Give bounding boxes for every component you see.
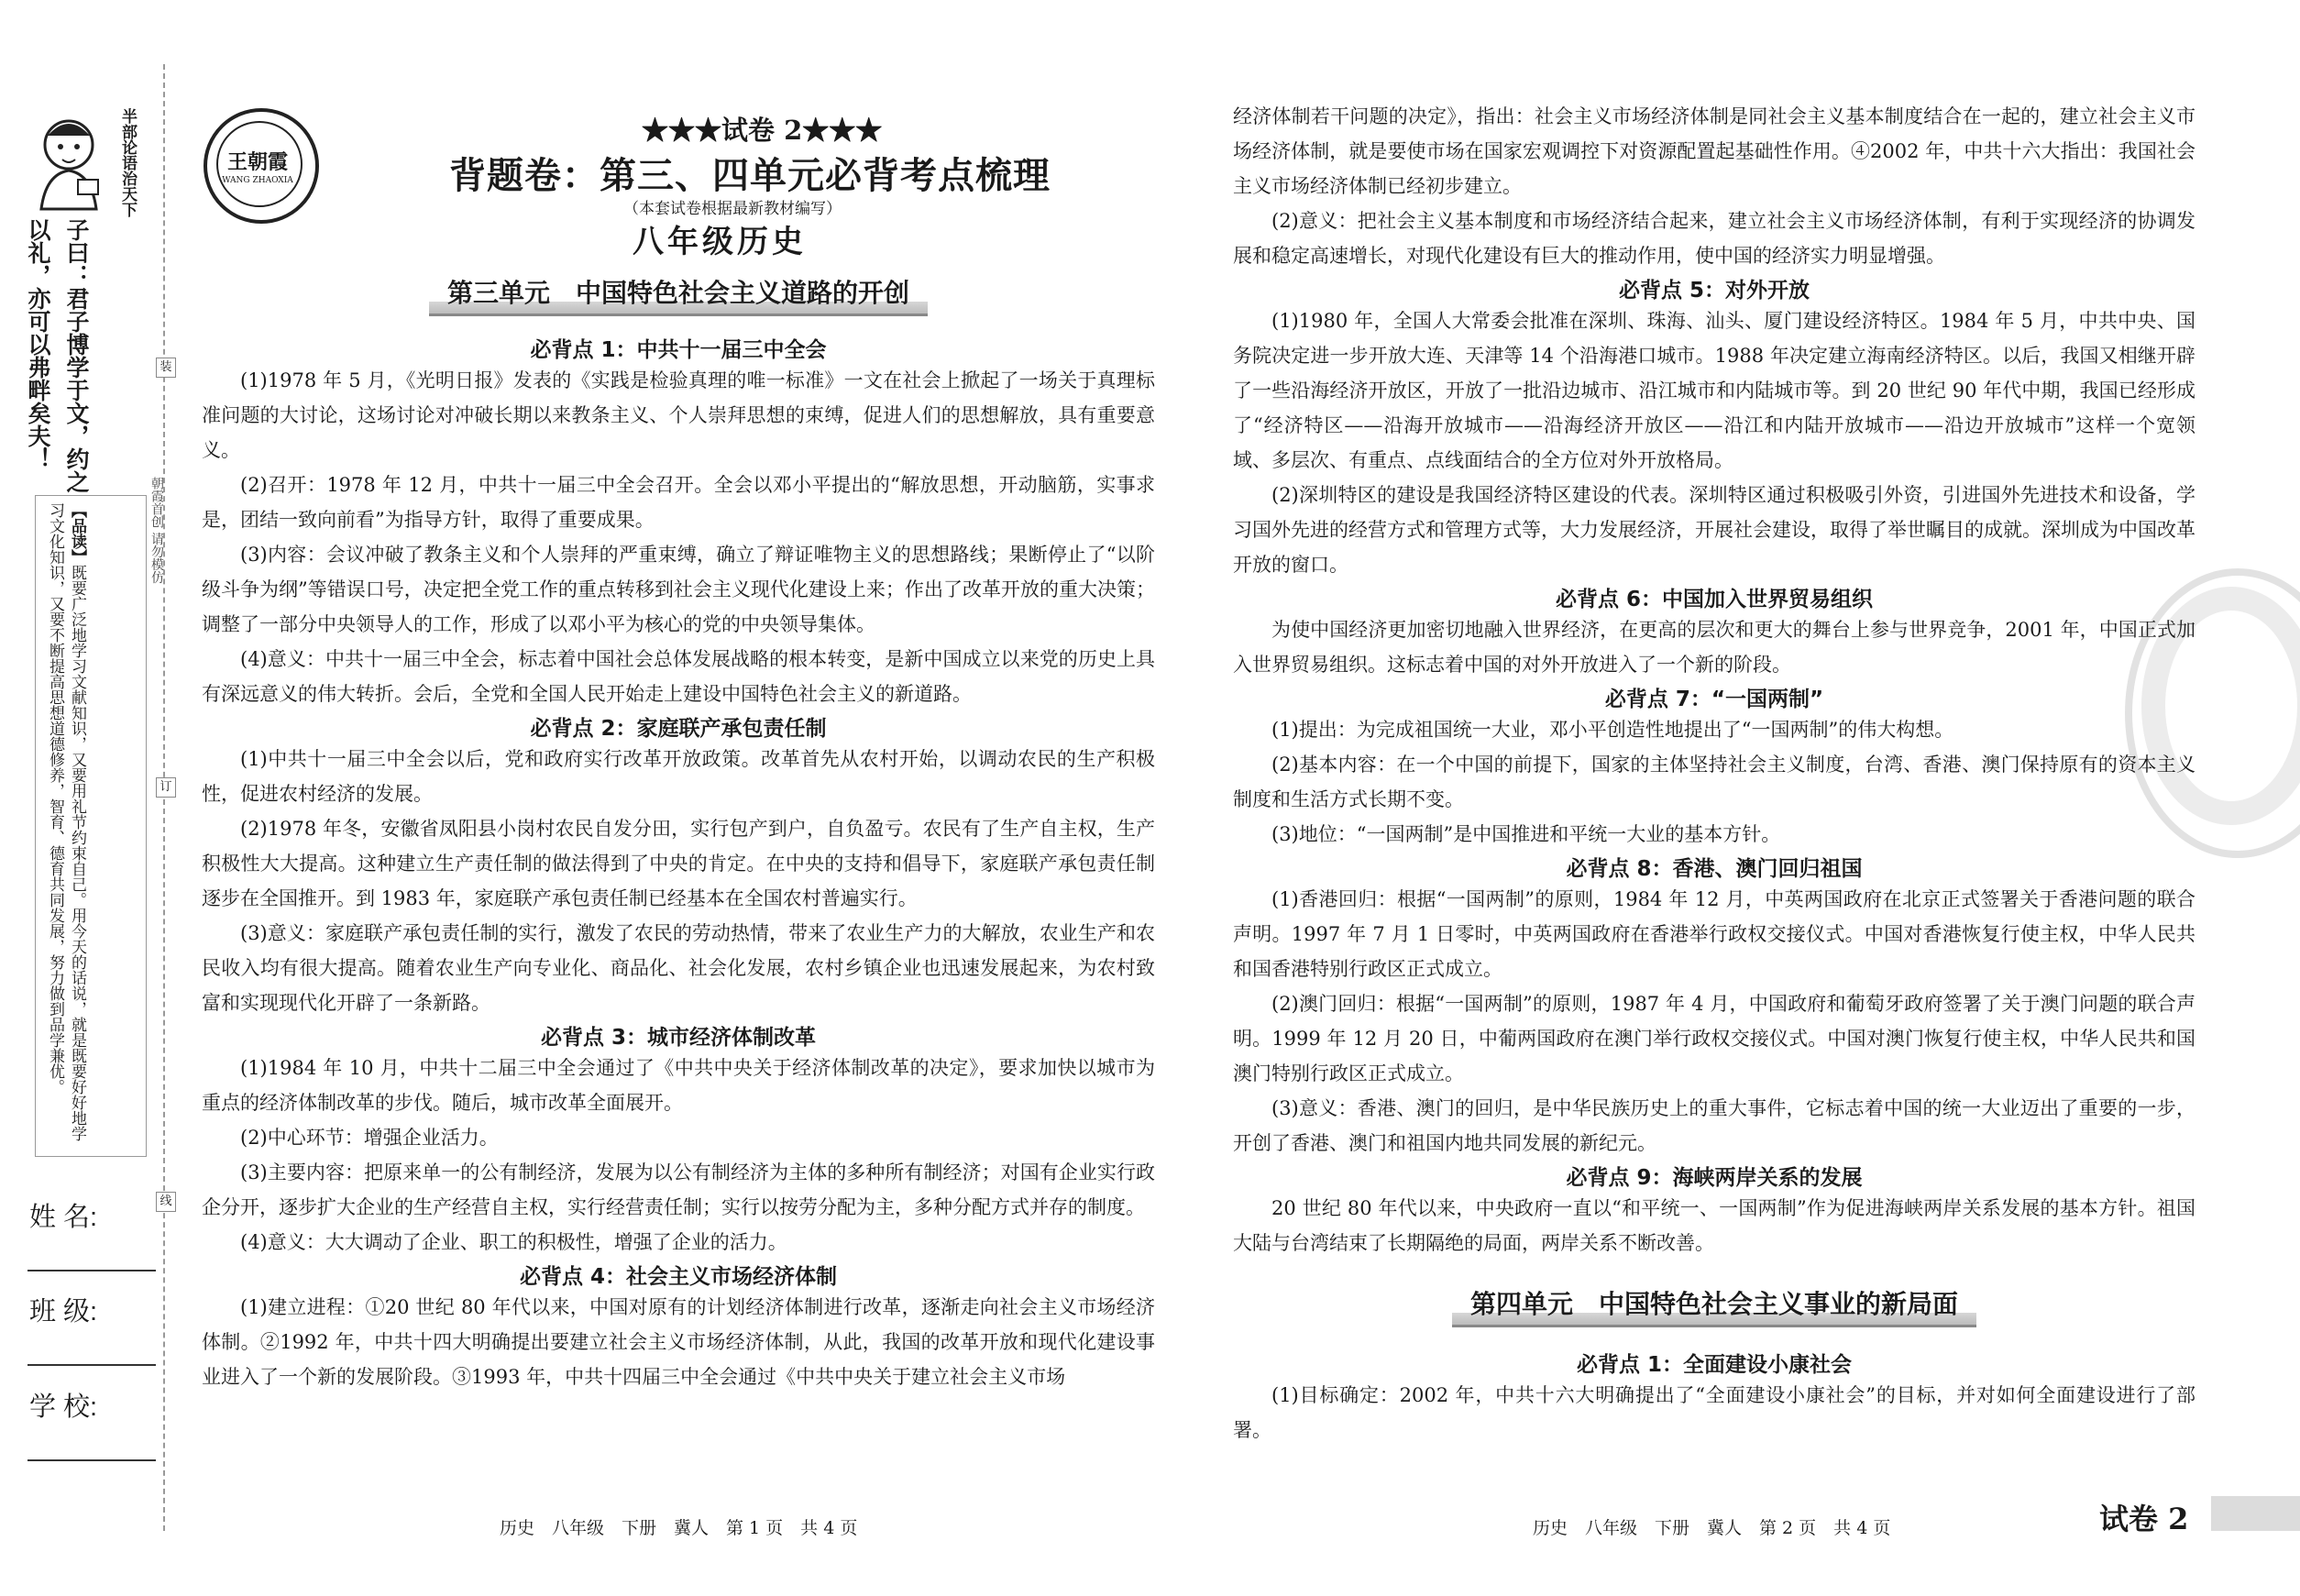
- section-title: 必背点 1：全面建设小康社会: [1576, 1353, 1852, 1377]
- section-title: 必背点 3：城市经济体制改革: [540, 1026, 816, 1050]
- name-field[interactable]: [28, 1270, 156, 1271]
- paragraph: (2)中心环节：增强企业活力。: [240, 1127, 499, 1149]
- section-title: 必背点 5：对外开放: [1618, 279, 1810, 303]
- paragraph: 为使中国经济更加密切地融入世界经济，在更高的层次和更大的舞台上参与世界竞争，2001 年，中国正式加入世界贸易组织。这标志着中国的对外开放进入了一个新的阶段。: [1233, 619, 2195, 676]
- section-title: 必背点 6：中国加入世界贸易组织: [1555, 588, 1873, 611]
- paragraph: (1)香港回归：根据“一国两制”的原则，1984 年 12 月，中英两国政府在北京正式签署关于香港问题的联合声明。1997 年 7 月 1 日零时，中英两国政府在香港举行政权交接仪式。中国对香港恢复行使主权，中华人民共和国香港特别行政区正式成立。: [1233, 888, 2195, 980]
- binding-mark: 装: [156, 358, 176, 378]
- school-field[interactable]: [28, 1459, 156, 1461]
- page-2-body: [1233, 99, 2195, 1447]
- paragraph: (1)1978 年 5 月，《光明日报》发表的《实践是检验真理的唯一标准》一文在社会上掀起了一场关于真理标准问题的大讨论，这场讨论对冲破长期以来教条主义、个人崇拜思想的束缚，促进人们的思想解放，具有重要意义。: [202, 369, 1155, 461]
- brand-logo-subtext: WANG ZHAOXIA: [222, 176, 293, 185]
- paragraph: (1)建立进程：①20 世纪 80 年代以来，中国对原有的计划经济体制进行改革，逐渐走向社会主义市场经济体制。②1992 年，中共十四大明确提出要建立社会主义市场经济体制，从此，我国的改革开放和现代化建设事业进入了一个新的发展阶段。③1993 年，中共十四届三中全会通过《中共中央关于建立社会主义市场: [202, 1296, 1155, 1388]
- section-title: 必背点 7：“一国两制”: [1604, 688, 1824, 711]
- paragraph: (2)召开：1978 年 12 月，中共十一届三中全会召开。全会以邓小平提出的“解放思想，开动脑筋，实事求是，团结一致向前看”为指导方针，取得了重要成果。: [202, 474, 1155, 531]
- paragraph: (2)基本内容：在一个中国的前提下，国家的主体坚持社会主义制度，台湾、香港、澳门保持原有的资本主义制度和生活方式长期不变。: [1233, 754, 2195, 810]
- paragraph: 经济体制若干问题的决定》，指出：社会主义市场经济体制是同社会主义基本制度结合在一起的，建立社会主义市场经济体制，就是要使市场在国家宏观调控下对资源配置起基础性作用。④2002 年，中共十六大指出：我国社会主义市场经济体制已经初步建立。: [1233, 105, 2195, 197]
- paragraph: (4)意义：大大调动了企业、职工的积极性，增强了企业的活力。: [240, 1231, 787, 1253]
- page-title: 背题卷：第三、四单元必背考点梳理: [449, 155, 1051, 197]
- paragraph: (2)深圳特区的建设是我国经济特区建设的代表。深圳特区通过积极吸引外资，引进国外先进技术和设备，学习国外先进的经营方式和管理方式等，大力发展经济，开展社会建设，取得了举世瞩目的成就。深圳成为中国改革开放的窗口。: [1233, 484, 2195, 576]
- cut-line: [163, 64, 165, 1531]
- class-label: 班 级:: [29, 1297, 98, 1326]
- section-title: 必背点 4：社会主义市场经济体制: [519, 1265, 837, 1289]
- confucius-illustration: [28, 110, 110, 211]
- page-1-body: [202, 273, 1155, 1394]
- paragraph: (2)意义：把社会主义基本制度和市场经济结合起来，建立社会主义市场经济体制，有利于实现经济的协调发展和稳定高速增长，对现代化建设有巨大的推动作用，使中国的经济实力明显增强。: [1233, 210, 2195, 267]
- binding-strip: [0, 0, 174, 1596]
- reading-label: 【品读】: [68, 502, 86, 565]
- confucius-quote: 子曰：君子博学于文，约之以礼，亦可以弗畔矣夫！: [25, 218, 90, 493]
- section-title: 必背点 2：家庭联产承包责任制: [530, 717, 827, 741]
- paragraph: (4)意义：中共十一届三中全会，标志着中国社会总体发展战略的根本转变，是新中国成立以来党的历史上具有深远意义的伟大转折。会后，全党和全国人民开始走上建设中国特色社会主义的新道路。: [202, 648, 1155, 705]
- copyright-note: 朝霞首创 请勿模仿: [149, 477, 164, 584]
- reading-body: 既要广泛地学习文献知识，又要用礼节约束自己。用今天的话说，就是既要好好地学习文化知识，又要不断提高思想道德修养，智育、德育共同发展，努力做到品学兼优。: [46, 502, 86, 1141]
- reading-text: [44, 502, 88, 1144]
- brand-logo-text: 王朝霞: [226, 150, 288, 174]
- unit-4-heading: 第四单元 中国特色社会主义事业的新局面: [1452, 1284, 1976, 1327]
- binding-mark: 订: [156, 777, 176, 798]
- paragraph: 20 世纪 80 年代以来，中央政府一直以“和平统一、一国两制”作为促进海峡两岸关系发展的基本方针。祖国大陆与台湾结束了长期隔绝的局面，两岸关系不断改善。: [1233, 1197, 2195, 1254]
- paragraph: (2)澳门回归：根据“一国两制”的原则，1987 年 4 月，中国政府和葡萄牙政府签署了关于澳门问题的联合声明。1999 年 12 月 20 日，中葡两国政府在澳门举行政权交接仪式。中国对澳门恢复行使主权，中华人民共和国澳门特别行政区正式成立。: [1233, 993, 2195, 1084]
- grade-subject: 八年级历史: [633, 224, 807, 260]
- motto: 半部论语治天下: [118, 108, 137, 217]
- school-label: 学 校:: [29, 1392, 98, 1422]
- paragraph: (1)目标确定：2002 年，中共十六大明确提出了“全面建设小康社会”的目标，并对如何全面建设进行了部署。: [1233, 1384, 2195, 1441]
- paper-tag-bar: [2211, 1496, 2300, 1531]
- section-title: 必背点 1：中共十一届三中全会: [530, 338, 827, 362]
- paragraph: (1)提出：为完成祖国统一大业，邓小平创造性地提出了“一国两制”的伟大构想。: [1271, 719, 1954, 741]
- paragraph: (3)内容：会议冲破了教条主义和个人崇拜的严重束缚，确立了辩证唯物主义的思想路线；果断停止了“以阶级斗争为纲”等错误口号，决定把全党工作的重点转移到社会主义现代化建设上来；作出了改革开放的重大决策；调整了一部分中央领导人的工作，形成了以邓小平为核心的党的中央领导集体。: [202, 544, 1155, 635]
- page-2-footer: 历史 八年级 下册 冀人 第 2 页 共 4 页: [1533, 1518, 1891, 1538]
- paragraph: (2)1978 年冬，安徽省凤阳县小岗村农民自发分田，实行包产到户，自负盈亏。农民有了生产自主权，生产积极性大大提高。这种建立生产责任制的做法得到了中央的肯定。在中央的支持和倡导下，家庭联产承包责任制逐步在全国推开。到 1983 年，家庭联产承包责任制已经基本在全国农村普遍实行。: [202, 818, 1155, 909]
- paragraph: (1)1984 年 10 月，中共十二届三中全会通过了《中共中央关于经济体制改革的决定》，要求加快以城市为重点的经济体制改革的步伐。随后，城市改革全面展开。: [202, 1057, 1155, 1114]
- name-label: 姓 名:: [29, 1203, 98, 1232]
- edition-note: （本套试卷根据最新教材编写）: [623, 200, 842, 218]
- paper-number: ★★★试卷 2★★★: [642, 115, 883, 146]
- paragraph: (3)地位：“一国两制”是中国推进和平统一大业的基本方针。: [1271, 823, 1781, 845]
- paper-tag: 试卷 2: [2099, 1502, 2189, 1536]
- section-title: 必背点 9：海峡两岸关系的发展: [1566, 1166, 1863, 1190]
- paragraph: (3)主要内容：把原来单一的公有制经济，发展为以公有制经济为主体的多种所有制经济；对国有企业实行政企分开，逐步扩大企业的生产经营自主权，实行经营责任制；实行以按劳分配为主，多种分配方式并存的制度。: [202, 1161, 1155, 1218]
- paragraph: (1)1980 年，全国人大常委会批准在深圳、珠海、汕头、厦门建设经济特区。1984 年 5 月，中共中央、国务院决定进一步开放大连、天津等 14 个沿海港口城市。1988 年决定建立海南经济特区。以后，我国又相继开辟了一些沿海经济开放区，开放了一批沿边城市、沿江城市和内陆城市等。到 20 世纪 90 年代中期，我国已经形成了“经济特区——沿海开放城市——沿海经济开放区——沿江和内陆开放城市——沿边开放城市”这样一个宽领域、多层次、有重点、点线面结合的全方位对外开放格局。: [1233, 310, 2195, 471]
- paragraph: (3)意义：家庭联产承包责任制的实行，激发了农民的劳动热情，带来了农业生产力的大解放，农业生产和农民收入均有很大提高。随着农业生产向专业化、商品化、社会化发展，农村乡镇企业也迅速发展起来，为农村致富和实现现代化开辟了一条新路。: [202, 922, 1155, 1014]
- paragraph: (1)中共十一届三中全会以后，党和政府实行改革开放政策。改革首先从农村开始，以调动农民的生产积极性，促进农村经济的发展。: [202, 748, 1155, 805]
- paragraph: (3)意义：香港、澳门的回归，是中华民族历史上的重大事件，它标志着中国的统一大业迈出了重要的一步，开创了香港、澳门和祖国内地共同发展的新纪元。: [1233, 1097, 2195, 1154]
- page-1-footer: 历史 八年级 下册 冀人 第 1 页 共 4 页: [500, 1518, 858, 1538]
- section-title: 必背点 8：香港、澳门回归祖国: [1566, 857, 1863, 881]
- unit-3-heading: 第三单元 中国特色社会主义道路的开创: [429, 273, 928, 316]
- binding-mark: 线: [156, 1192, 176, 1212]
- class-field[interactable]: [28, 1364, 156, 1366]
